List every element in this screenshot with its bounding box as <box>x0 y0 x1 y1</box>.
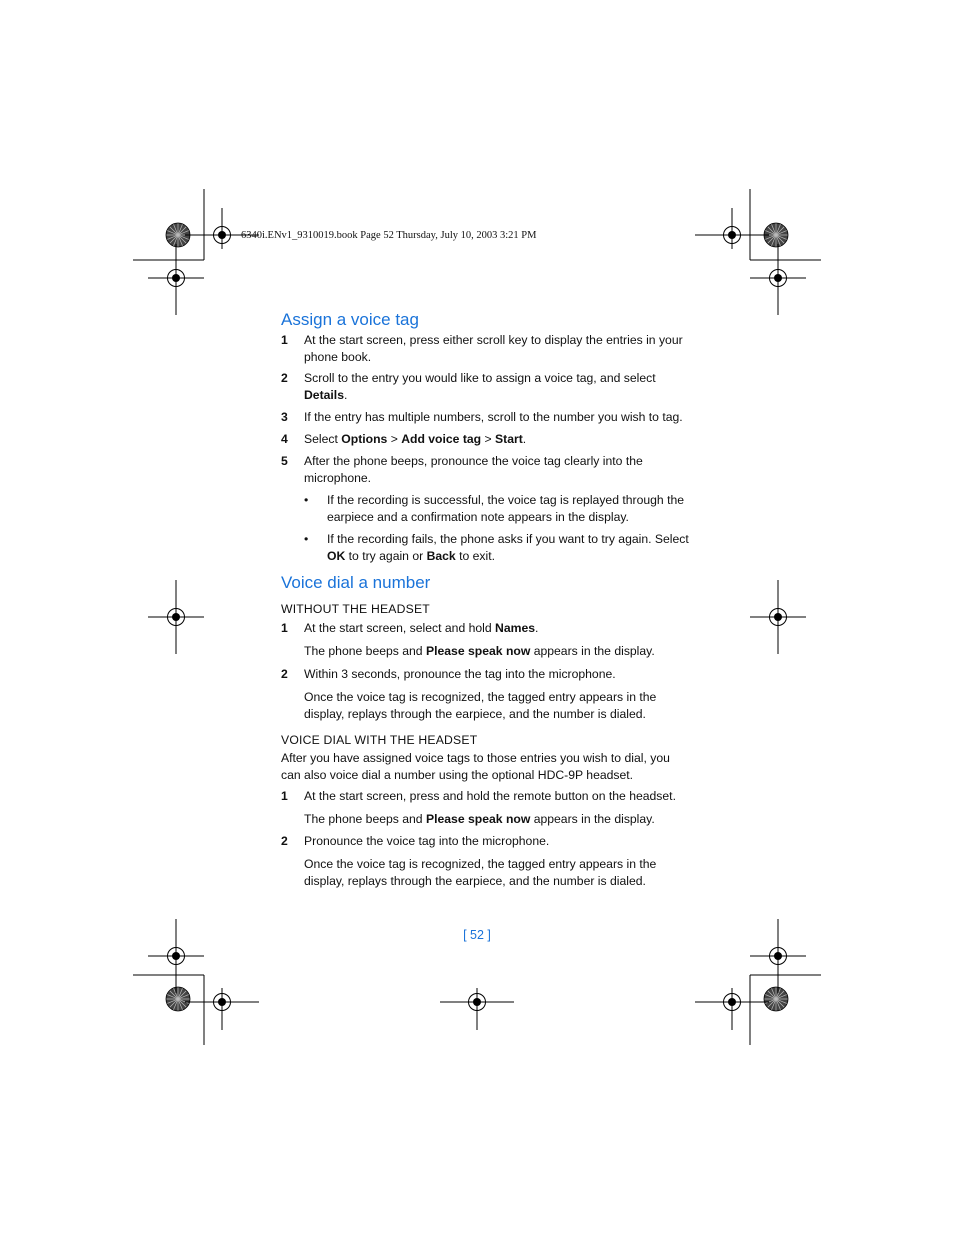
step-item <box>281 788 691 805</box>
step-number: 1 <box>281 333 288 347</box>
step-text: > <box>387 432 402 446</box>
star-target-icon <box>166 987 190 1011</box>
menu-term: Back <box>426 549 456 563</box>
bullet-text: to try again or <box>345 549 427 563</box>
note-text: The phone beeps and <box>304 644 426 658</box>
menu-term: Names <box>495 621 536 635</box>
step-note: Once the voice tag is recognized, the tagged entry appears in the display, replays through the earpiece, and the number is dialed. <box>304 690 657 721</box>
menu-term: OK <box>327 549 346 563</box>
step-text: Pronounce the voice tag into the microphone. <box>304 834 550 848</box>
step-item <box>281 409 691 426</box>
step-text: > <box>481 432 496 446</box>
step-note <box>281 811 691 828</box>
step-item <box>281 833 691 850</box>
step-text: Scroll to the entry you would like to assign a voice tag, and select <box>304 371 656 385</box>
menu-term: Start <box>495 432 523 446</box>
bullet-icon: • <box>304 532 309 546</box>
subheading-without-headset: WITHOUT THE HEADSET <box>281 602 430 616</box>
step-item <box>281 666 691 683</box>
note-text: The phone beeps and <box>304 812 426 826</box>
step-text: Within 3 seconds, pronounce the tag into the microphone. <box>304 667 616 681</box>
menu-term: Add voice tag <box>401 432 482 446</box>
step-text: . <box>522 432 527 446</box>
step-number: 4 <box>281 432 288 446</box>
section-title-voice-dial: Voice dial a number <box>281 573 431 592</box>
section-title-assign-voice-tag: Assign a voice tag <box>281 310 419 329</box>
step-text: At the start screen, press either scroll key to display the entries in your phone book. <box>304 333 683 364</box>
step-number: 2 <box>281 667 288 681</box>
step-number: 3 <box>281 410 288 424</box>
step-item <box>281 332 691 366</box>
bullet-text: If the recording fails, the phone asks if you want to try again. Select <box>327 532 689 546</box>
bullet-text: If the recording is successful, the voice tag is replayed through the earpiece and a confirmation note appears in the display. <box>327 493 685 524</box>
page-content <box>281 308 691 890</box>
bullet-text: to exit. <box>455 549 496 563</box>
intro-paragraph: After you have assigned voice tags to those entries you wish to dial, you can also voice dial a number using the optional HDC-9P headset. <box>281 751 670 782</box>
step-note: Once the voice tag is recognized, the tagged entry appears in the display, replays through the earpiece, and the number is dialed. <box>304 857 657 888</box>
note-text: appears in the display. <box>530 812 655 826</box>
star-target-icon <box>764 987 788 1011</box>
display-message: Please speak now <box>425 644 531 658</box>
step-text: After the phone beeps, pronounce the voice tag clearly into the microphone. <box>304 454 643 485</box>
step-number: 2 <box>281 834 288 848</box>
bullet-item <box>281 531 691 565</box>
step-item <box>281 620 691 637</box>
step-item <box>281 431 691 448</box>
step-text: At the start screen, select and hold <box>304 621 496 635</box>
step-note <box>281 643 691 660</box>
step-number: 1 <box>281 789 288 803</box>
bullet-icon: • <box>304 493 309 507</box>
step-number: 2 <box>281 371 288 385</box>
note-text: appears in the display. <box>530 644 655 658</box>
print-header: 6340i.ENv1_9310019.book Page 52 Thursday, July 10, 2003 3:21 PM <box>241 230 537 241</box>
step-text: If the entry has multiple numbers, scroll to the number you wish to tag. <box>304 410 683 424</box>
step-number: 1 <box>281 621 288 635</box>
display-message: Please speak now <box>425 812 531 826</box>
step-text: . <box>535 621 539 635</box>
bullet-item <box>281 492 691 526</box>
step-text: . <box>343 388 348 402</box>
step-text: Select <box>304 432 342 446</box>
step-text: At the start screen, press and hold the remote button on the headset. <box>304 789 676 803</box>
step-item <box>281 370 691 404</box>
page-number: [ 52 ] <box>463 928 491 942</box>
menu-term: Options <box>341 432 388 446</box>
menu-term: Details <box>304 388 344 402</box>
subheading-with-headset: VOICE DIAL WITH THE HEADSET <box>281 733 478 747</box>
step-number: 5 <box>281 454 288 468</box>
step-item <box>281 453 691 487</box>
